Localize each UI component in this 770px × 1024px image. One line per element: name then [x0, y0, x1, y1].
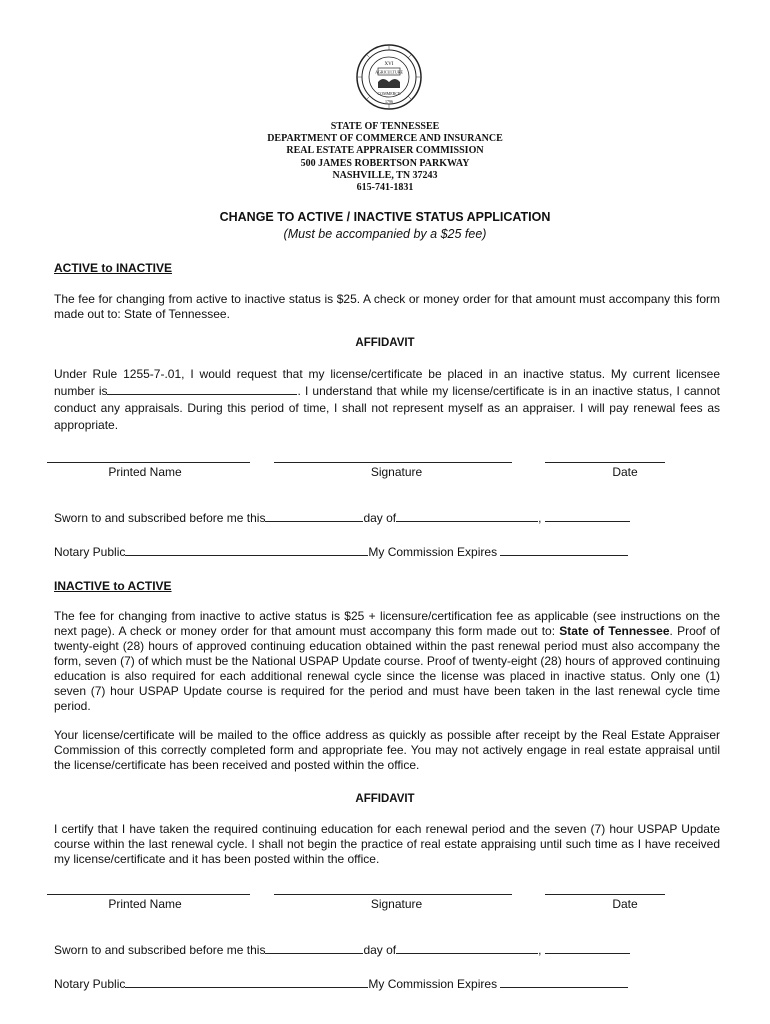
sworn-month-field-1[interactable]: [396, 510, 538, 522]
sworn-month-field-2[interactable]: [396, 942, 538, 954]
header-state: STATE OF TENNESSEE: [330, 121, 440, 132]
seal-text-commerce: COMMERCE: [377, 91, 401, 96]
form-title: CHANGE TO ACTIVE / INACTIVE STATUS APPLICATION: [219, 210, 551, 224]
mailing-notice-text: Your license/certificate will be mailed to the office address as quickly as possible after receipt by the Real Estate Appraiser Commission of this correctly completed form and appropriate fee. You may not actively engage in real estate appraisal until the license/certificate has been received and posted within the office.: [54, 728, 720, 772]
header-address: 500 JAMES ROBERTSON PARKWAY: [300, 157, 470, 169]
affidavit-2-text: I certify that I have taken the required continuing education for each renewal period and the seven (7) hour USPAP Update course within the last renewal cycle. I shall not begin the practice of real estate appraising until such time as I have received my license/certificate and it has been posted within the office.: [54, 822, 720, 866]
comma-2: ,: [538, 943, 542, 957]
printed-name-line-1[interactable]: [47, 462, 250, 463]
sworn-row-2: [54, 942, 630, 957]
fee-text-bold: State of Tennessee: [559, 624, 670, 638]
date-caption-1: Date: [612, 465, 638, 479]
comma-1: ,: [538, 511, 542, 525]
header-department: DEPARTMENT OF COMMERCE AND INSURANCE: [267, 133, 503, 145]
fee-text-part2: . Proof of twenty-eight (28) hours of approved continuing education obtained within the past renewal period must also accompany the form, seven (7) of which must be the National USPAP Update course. Proof of twenty-eight (28) hours of approved continuing education is also required for each additional renewal cycle since the license was placed in inactive status. Only one (1) seven (7) hour USPAP Update course is required for the period and must have been taken in the last renewal cycle time period.: [54, 624, 720, 713]
affidavit-title-2: AFFIDAVIT: [355, 793, 415, 805]
printed-name-caption-1: Printed Name: [108, 465, 182, 479]
date-line-2[interactable]: [545, 894, 665, 895]
notary-public-field-1[interactable]: [125, 544, 368, 556]
notary-public-field-2[interactable]: [125, 976, 368, 988]
sworn-day-field-1[interactable]: [265, 510, 363, 522]
notary-label-2: Notary Public: [54, 977, 126, 991]
affidavit-1-part1: Under Rule 1255-7-.01, I would request that my license/certificate be placed in an inactive status. My current licensee number is: [54, 367, 720, 398]
day-of-label-1: day of: [363, 511, 397, 525]
section-inactive-to-active-heading: INACTIVE to ACTIVE: [54, 579, 172, 593]
commission-label-1: My Commission Expires: [368, 545, 498, 559]
notary-label-1: Notary Public: [54, 545, 126, 559]
sworn-year-field-1[interactable]: [545, 510, 630, 522]
agency-header: [0, 121, 770, 194]
signature-caption-1: Signature: [370, 465, 423, 479]
header-phone: 615-741-1831: [356, 182, 414, 194]
date-line-1[interactable]: [545, 462, 665, 463]
fee-text-part1: The fee for changing from inactive to active status is $25 + licensure/certification fee as applicable (see instructions on the next page). A check or money order for that amount must accompany this form made out to:: [54, 609, 720, 638]
affidavit-1-text: [54, 366, 720, 434]
affidavit-title-1: AFFIDAVIT: [355, 337, 415, 349]
signature-caption-2: Signature: [370, 897, 423, 911]
sworn-year-field-2[interactable]: [545, 942, 630, 954]
active-to-inactive-fee-text: The fee for changing from active to inactive status is $25. A check or money order for that amount must accompany this form made out to: State of Tennessee.: [54, 292, 720, 321]
commission-label-2: My Commission Expires: [368, 977, 498, 991]
seal-text-agriculture: AGRICULTURE: [375, 69, 403, 75]
signature-line-2[interactable]: [274, 894, 512, 895]
header-commission: REAL ESTATE APPRAISER COMMISSION: [286, 145, 484, 157]
sworn-day-field-2[interactable]: [265, 942, 363, 954]
sworn-label-1: Sworn to and subscribed before me this: [54, 511, 266, 525]
notary-row-2: [54, 976, 628, 991]
commission-expires-field-1[interactable]: [500, 544, 628, 556]
header-city: NASHVILLE, TN 37243: [332, 169, 438, 181]
state-seal-logo: [356, 44, 422, 110]
commission-expires-field-2[interactable]: [500, 976, 628, 988]
sworn-label-2: Sworn to and subscribed before me this: [54, 943, 266, 957]
section-active-to-inactive-heading: ACTIVE to INACTIVE: [54, 261, 173, 275]
signature-line-1[interactable]: [274, 462, 512, 463]
form-subtitle: (Must be accompanied by a $25 fee): [283, 227, 487, 241]
printed-name-caption-2: Printed Name: [108, 897, 182, 911]
seal-text-roman: XVI: [384, 62, 394, 67]
seal-text-year: 1796: [385, 99, 393, 104]
affidavit-1-part2: . I understand that while my license/certificate is in an inactive status, I cannot conduct any appraisals. During this period of time, I shall not represent myself as an appraiser. I will pay renewal fees as appropriate.: [54, 384, 720, 432]
sworn-row-1: [54, 510, 630, 525]
date-caption-2: Date: [612, 897, 638, 911]
notary-row-1: [54, 544, 628, 559]
licensee-number-field[interactable]: [107, 383, 297, 395]
inactive-to-active-fee-text: [54, 609, 720, 714]
printed-name-line-2[interactable]: [47, 894, 250, 895]
day-of-label-2: day of: [363, 943, 397, 957]
